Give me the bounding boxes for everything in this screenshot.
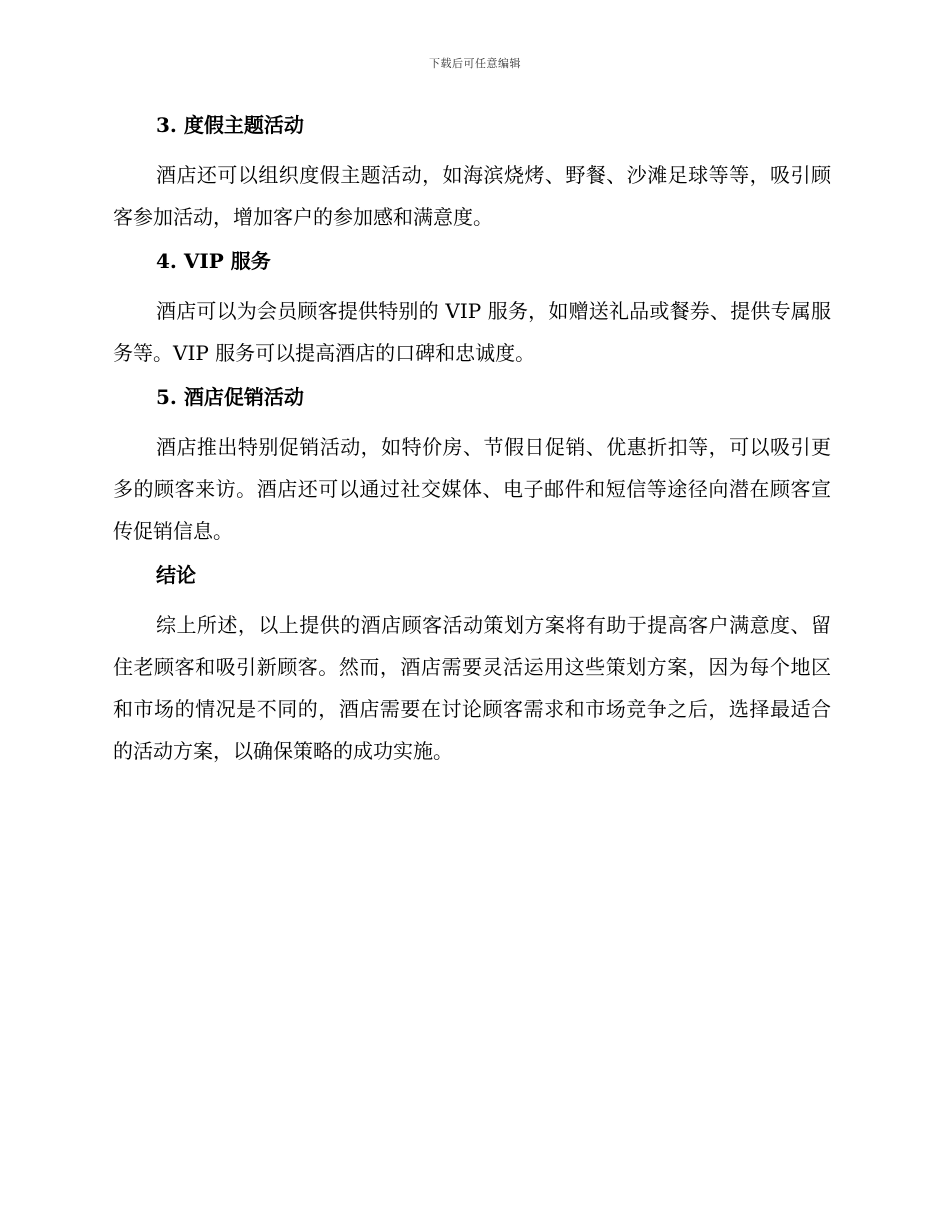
section-promotion xyxy=(113,380,831,552)
section-paragraph: 酒店推出特别促销活动，如特价房、节假日促销、优惠折扣等，可以吸引更多的顾客来访。酒店还可以通过社交媒体、电子邮件和短信等途径向潜在顾客宣传促销信息。 xyxy=(113,435,831,543)
section-vacation-theme xyxy=(113,108,831,238)
header-note: 下载后可任意编辑 xyxy=(429,57,521,70)
section-paragraph: 酒店可以为会员顾客提供特别的 VIP 服务，如赠送礼品或餐券、提供专属服务等。VIP 服务可以提高酒店的口碑和忠诚度。 xyxy=(113,299,831,365)
section-paragraph: 酒店还可以组织度假主题活动，如海滨烧烤、野餐、沙滩足球等等，吸引顾客参加活动，增加客户的参加感和满意度。 xyxy=(113,163,831,229)
section-conclusion xyxy=(113,558,831,772)
section-heading: 3. 度假主题活动 xyxy=(156,113,304,137)
section-heading: 结论 xyxy=(156,563,196,587)
section-vip-service xyxy=(113,244,831,374)
section-heading: 4. VIP 服务 xyxy=(156,249,271,273)
document-body xyxy=(113,108,831,778)
section-heading: 5. 酒店促销活动 xyxy=(156,385,304,409)
section-paragraph: 综上所述，以上提供的酒店顾客活动策划方案将有助于提高客户满意度、留住老顾客和吸引新顾客。然而，酒店需要灵活运用这些策划方案，因为每个地区和市场的情况是不同的，酒店需要在讨论顾客需求和市场竞争之后，选择最适合的活动方案，以确保策略的成功实施。 xyxy=(113,613,831,763)
